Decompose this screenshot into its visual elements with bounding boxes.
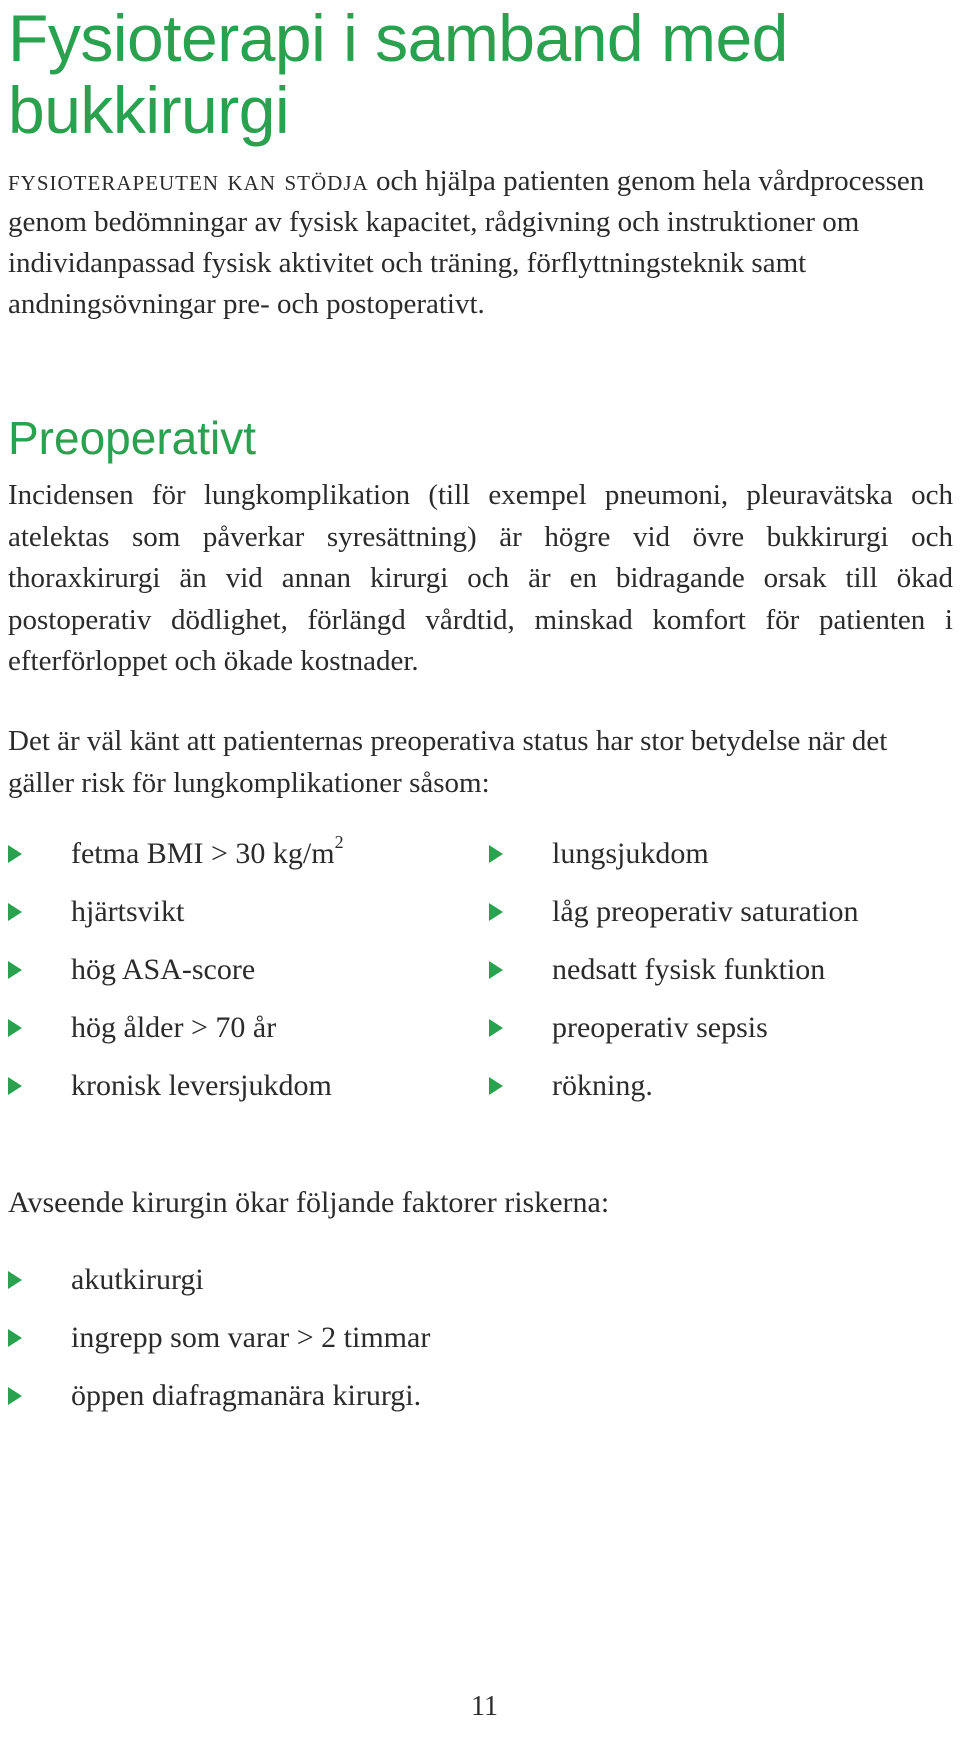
list-item: [489, 894, 859, 952]
list-item-text: ingrepp som varar > 2 timmar: [71, 1321, 431, 1354]
list-item-text: preoperativ sepsis: [552, 1011, 768, 1044]
list-item: [489, 1010, 859, 1068]
bullet-triangle-icon: [8, 903, 22, 921]
superscript: 2: [334, 832, 344, 852]
list-item: [8, 1378, 430, 1436]
bullet-triangle-icon: [489, 961, 503, 979]
list-item: [8, 832, 344, 894]
section-heading: Preoperativt: [8, 412, 257, 464]
list-item-text: nedsatt fysisk funktion: [552, 953, 826, 986]
bullet-triangle-icon: [8, 1077, 22, 1095]
surgery-risk-list: [8, 1262, 430, 1436]
bullet-triangle-icon: [489, 903, 503, 921]
bullet-triangle-icon: [8, 1329, 22, 1347]
list-item: [8, 1068, 344, 1126]
list-item-text: kronisk leversjukdom: [71, 1069, 332, 1102]
list-item-text: hög ålder > 70 år: [71, 1011, 277, 1044]
page-number: 11: [471, 1691, 498, 1722]
bullet-triangle-icon: [8, 961, 22, 979]
list-item: [8, 1262, 430, 1320]
list-item: [489, 1068, 859, 1126]
list-item-text: lungsjukdom: [552, 837, 709, 870]
bullet-triangle-icon: [8, 1271, 22, 1289]
page-title: Fysioterapi i samband med bukkirurgi: [8, 1, 788, 147]
list-item-text: rökning.: [552, 1069, 653, 1102]
intro-lead: fysioterapeuten kan stödja: [8, 164, 369, 197]
paragraph-surgery-factors: Avseende kirurgin ökar följande faktorer riskerna:: [8, 1186, 610, 1219]
list-item-text: hög ASA-score: [71, 953, 256, 986]
list-item: [489, 952, 859, 1010]
list-item-text: öppen diafragmanära kirurgi.: [71, 1379, 422, 1412]
list-item-text: akutkirurgi: [71, 1263, 204, 1296]
list-item: [489, 836, 859, 894]
paragraph-incidence: Incidensen för lungkomplikation (till exempel pneumoni, pleuravätska och atelektas som påverkar syresättning) är högre vid övre bukkirurgi och thoraxkirurgi än vid annan kirurgi och är en bidragande orsak till ökad postoperativ dödlighet, förlängd vårdtid, minskad komfort för patienten i efterförloppet och ökade kostnader.: [8, 479, 953, 677]
list-item: [8, 952, 344, 1010]
bullet-triangle-icon: [489, 845, 503, 863]
bullet-triangle-icon: [8, 1387, 22, 1405]
intro-text: och hjälpa patienten genom hela vårdprocessen genom bedömningar av fysisk kapacitet, rådgivning och instruktioner om individanpassad fysisk aktivitet och träning, förflyttningsteknik samt andningsövningar pre- och postoperativt.: [8, 165, 925, 320]
list-item: [8, 1320, 430, 1378]
list-item: [8, 894, 344, 952]
bullet-triangle-icon: [489, 1019, 503, 1037]
list-item-text: låg preoperativ saturation: [552, 895, 859, 928]
bullet-triangle-icon: [489, 1077, 503, 1095]
list-item-text: fetma BMI > 30 kg/m: [71, 837, 335, 870]
bullet-triangle-icon: [8, 845, 22, 863]
intro-paragraph: [8, 160, 953, 325]
list-item: [8, 1010, 344, 1068]
list-item-text: hjärtsvikt: [71, 895, 185, 928]
risk-list-right: [489, 836, 859, 1126]
paragraph-risk-intro: Det är väl känt att patienternas preoperativa status har stor betydelse när det gäller risk för lungkomplikationer såsom:: [8, 725, 888, 799]
bullet-triangle-icon: [8, 1019, 22, 1037]
risk-list-left: [8, 832, 344, 1126]
